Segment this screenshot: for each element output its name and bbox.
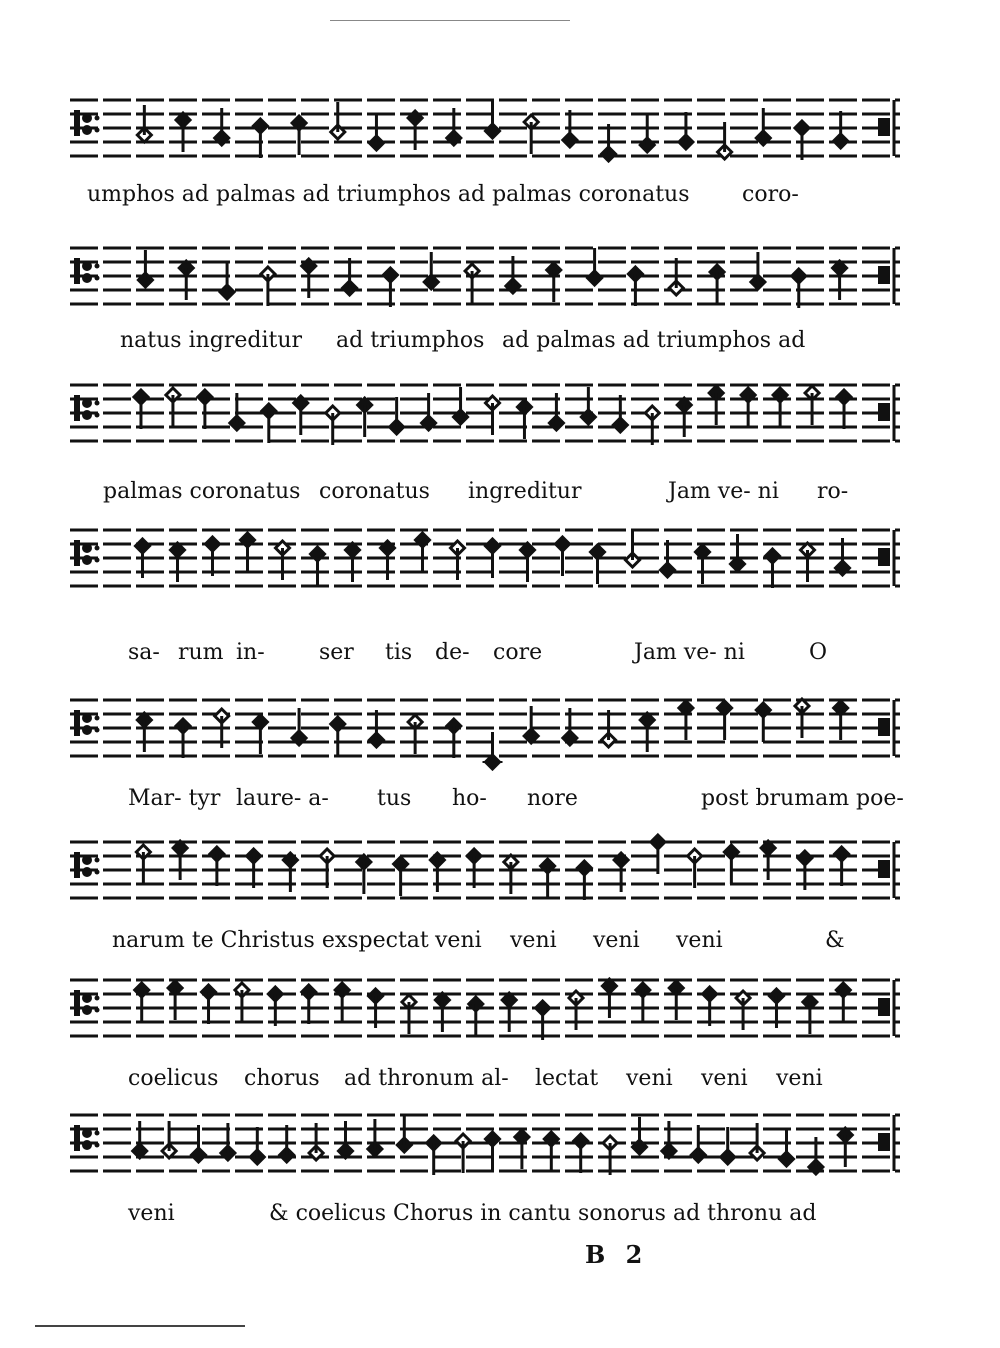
lyric-syllable: veni	[593, 928, 640, 953]
note-head	[381, 541, 395, 580]
note-head	[679, 701, 693, 740]
staff-system-1	[70, 80, 900, 207]
note-head	[801, 543, 815, 582]
note-head	[235, 983, 249, 1022]
note-head	[198, 390, 212, 429]
note-head	[276, 541, 290, 580]
note-head	[253, 119, 267, 158]
note-head	[179, 261, 193, 300]
note-head	[626, 530, 640, 567]
note-head	[761, 841, 775, 880]
note-head	[176, 719, 190, 758]
note-head	[640, 115, 654, 152]
staff-system-7	[70, 960, 900, 1091]
lyric-syllable: nore	[527, 786, 578, 811]
note-head	[669, 981, 683, 1020]
lyric-syllable: de-	[435, 640, 470, 665]
lyric-syllable: veni	[128, 1201, 175, 1226]
note-head	[331, 102, 345, 139]
custos-icon	[878, 100, 894, 156]
note-head	[416, 533, 430, 572]
note-head	[517, 400, 531, 439]
note-head	[577, 861, 591, 900]
note-head	[679, 112, 693, 149]
custos-icon	[878, 980, 894, 1036]
signature-mark: B 2	[585, 1240, 649, 1269]
lyric-syllable: tis	[385, 640, 413, 665]
note-head	[588, 248, 602, 285]
lyric-syllable: palmas coronatus	[103, 479, 301, 504]
note-head	[633, 1117, 647, 1154]
note-head	[574, 1134, 588, 1173]
note-head	[339, 1121, 353, 1158]
note-head	[483, 732, 503, 769]
lyric-syllable: umphos ad palmas ad triumphos ad palmas coronatus	[87, 182, 690, 207]
note-head	[724, 845, 738, 884]
note-head	[718, 701, 732, 740]
note-head	[636, 983, 650, 1022]
note-head	[394, 857, 408, 896]
lyric-syllable: ingreditur	[468, 479, 582, 504]
lyrics-line-4	[70, 638, 900, 668]
note-head	[369, 113, 383, 150]
staff-1	[70, 80, 900, 180]
note-head	[524, 706, 538, 743]
staff-system-3	[70, 365, 900, 504]
staff-system-5	[70, 680, 904, 811]
note-head	[408, 111, 422, 150]
top-edge-rule	[330, 20, 570, 21]
note-head	[302, 985, 316, 1024]
lyric-syllable: ad palmas ad triumphos ad	[502, 328, 806, 353]
note-head	[833, 261, 847, 300]
custos-icon	[878, 842, 894, 898]
lyric-syllable: Jam ve- ni	[668, 479, 779, 504]
lyrics-line-3	[70, 477, 900, 507]
custos-icon	[878, 385, 894, 441]
note-head	[736, 991, 750, 1030]
note-head	[408, 715, 422, 754]
note-head	[486, 101, 500, 138]
note-head	[614, 853, 628, 892]
staff-system-6	[70, 822, 900, 953]
note-head	[137, 713, 151, 752]
lyric-syllable: veni	[626, 1066, 673, 1091]
lyric-syllable: &	[825, 928, 845, 953]
note-head	[581, 387, 595, 424]
note-head	[486, 396, 500, 435]
note-head	[424, 252, 438, 289]
note-head	[335, 983, 349, 1022]
note-head	[465, 264, 479, 303]
note-head	[835, 847, 849, 886]
note-head	[773, 388, 787, 427]
lyric-syllable: veni	[776, 1066, 823, 1091]
lyric-syllable: Mar- tyr	[128, 786, 221, 811]
note-head	[210, 847, 224, 886]
lyric-syllable: coelicus	[128, 1066, 219, 1091]
note-head	[176, 113, 190, 152]
note-head	[137, 105, 151, 142]
note-head	[591, 545, 605, 584]
note-head	[710, 265, 724, 304]
lyrics-line-8	[70, 1199, 900, 1229]
note-head	[504, 855, 518, 894]
staff-3	[70, 365, 900, 465]
custos-icon	[878, 700, 894, 756]
note-head	[253, 715, 267, 754]
note-head	[292, 116, 306, 155]
note-head	[524, 115, 538, 154]
note-head	[721, 1127, 735, 1164]
lyric-syllable: rum	[178, 640, 224, 665]
note-head	[838, 1128, 852, 1167]
note-head	[780, 1129, 794, 1166]
note-head	[311, 547, 325, 586]
note-head	[302, 259, 316, 298]
note-head	[486, 1132, 500, 1171]
custos-icon	[878, 1115, 894, 1171]
lyric-syllable: core	[493, 640, 543, 665]
staff-4	[70, 510, 900, 610]
note-head	[331, 717, 345, 756]
lyric-syllable: chorus	[244, 1066, 320, 1091]
note-head	[133, 1121, 147, 1158]
custos-icon	[878, 248, 894, 304]
note-head	[136, 845, 150, 884]
lyric-syllable: Jam ve- ni	[634, 640, 745, 665]
note-head	[220, 262, 234, 299]
staff-8	[70, 1095, 900, 1195]
note-head	[454, 387, 468, 424]
note-head	[544, 1132, 558, 1171]
lyric-syllable: veni	[676, 928, 723, 953]
note-head	[569, 991, 583, 1030]
custos-icon	[878, 530, 894, 586]
staff-2	[70, 228, 900, 328]
note-head	[162, 1121, 176, 1158]
lyric-syllable: veni	[701, 1066, 748, 1091]
note-head	[731, 534, 745, 571]
note-head	[795, 699, 809, 738]
note-head	[390, 397, 404, 434]
note-head	[541, 859, 555, 898]
staff-5	[70, 680, 900, 780]
note-head	[836, 983, 850, 1022]
lyric-syllable: narum te Christus exspectat	[112, 928, 429, 953]
note-head	[283, 853, 297, 892]
note-head	[837, 390, 851, 429]
note-head	[521, 543, 535, 582]
lyric-syllable: coro-	[742, 182, 799, 207]
note-head	[435, 993, 449, 1032]
lyric-syllable: ro-	[817, 479, 849, 504]
note-head	[250, 1127, 264, 1164]
lyric-syllable: veni	[435, 928, 482, 953]
lyric-syllable: coronatus	[319, 479, 430, 504]
lyric-syllable: ho-	[452, 786, 487, 811]
note-head	[502, 993, 516, 1032]
staff-system-8	[70, 1095, 900, 1226]
note-head	[628, 267, 642, 306]
note-head	[402, 995, 416, 1034]
note-head	[756, 703, 770, 742]
lyric-syllable: post brumam poe-	[701, 786, 904, 811]
note-head	[202, 985, 216, 1024]
staff-6	[70, 822, 900, 922]
note-head	[662, 1121, 676, 1158]
note-head	[261, 267, 275, 306]
lyric-syllable: natus ingreditur	[120, 328, 303, 353]
note-head	[357, 855, 371, 894]
note-head	[241, 533, 255, 572]
note-head	[447, 719, 461, 758]
lyric-syllable: O	[809, 640, 828, 665]
note-head	[709, 386, 723, 425]
note-head	[640, 713, 654, 752]
lyric-syllable: veni	[510, 928, 557, 953]
note-head	[173, 841, 187, 880]
note-head	[168, 981, 182, 1020]
bottom-edge-rule	[35, 1325, 245, 1327]
note-head	[397, 1115, 411, 1152]
note-head	[469, 997, 483, 1036]
lyric-syllable: ser	[319, 640, 354, 665]
note-head	[368, 1119, 382, 1156]
lyrics-line-7	[70, 1064, 900, 1094]
lyric-syllable: ad thronum al-	[344, 1066, 509, 1091]
note-head	[138, 250, 152, 287]
lyric-syllable: & coelicus Chorus in cantu sonorus ad thronu ad	[269, 1201, 817, 1226]
lyrics-line-6	[70, 926, 900, 956]
note-head	[741, 388, 755, 427]
lyric-syllable: lectat	[535, 1066, 599, 1091]
staff-7	[70, 960, 900, 1060]
note-head	[358, 398, 372, 437]
note-head	[456, 1134, 470, 1173]
note-head	[602, 979, 616, 1018]
lyrics-line-5	[70, 784, 904, 814]
note-head	[515, 1130, 529, 1169]
note-head	[451, 541, 465, 580]
lyric-syllable: laure- a-	[236, 786, 329, 811]
note-head	[834, 701, 848, 740]
lyrics-line-2	[70, 326, 900, 356]
note-head	[134, 390, 148, 429]
lyric-syllable: tus	[377, 786, 412, 811]
note-head	[383, 268, 397, 307]
note-head	[547, 263, 561, 302]
note-head	[294, 396, 308, 435]
note-head	[171, 543, 185, 582]
lyric-syllable: in-	[236, 640, 265, 665]
note-head	[766, 549, 780, 588]
lyric-syllable: ad triumphos	[336, 328, 485, 353]
note-head	[805, 386, 819, 425]
note-head	[135, 983, 149, 1022]
note-head	[166, 388, 180, 427]
lyric-syllable: sa-	[128, 640, 160, 665]
note-head	[751, 252, 765, 289]
note-head	[430, 853, 444, 892]
note-head	[262, 404, 276, 443]
staff-system-2	[70, 228, 900, 353]
note-head	[803, 995, 817, 1034]
note-head	[677, 398, 691, 437]
note-head	[696, 545, 710, 584]
lyrics-line-1	[70, 180, 900, 210]
note-head	[346, 543, 360, 582]
staff-system-4	[70, 510, 900, 665]
